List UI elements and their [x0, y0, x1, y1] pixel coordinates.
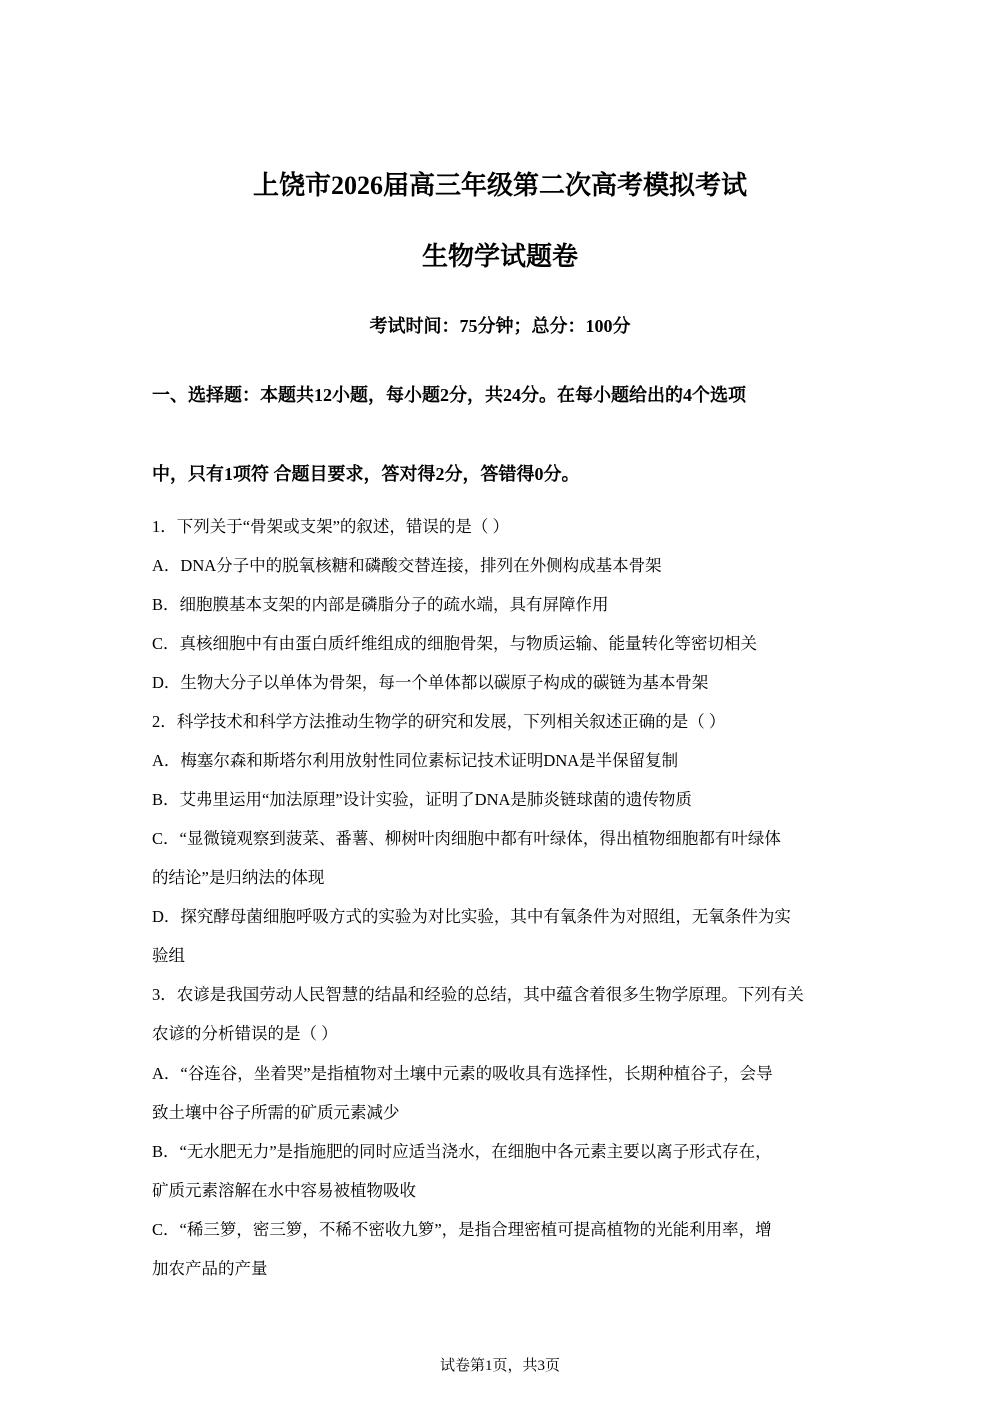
exam-title: 上饶市2026届高三年级第二次高考模拟考试 — [252, 171, 747, 200]
question-2-option-b: B．艾弗里运用“加法原理”设计实验，证明了DNA是肺炎链球菌的遗传物质 — [152, 790, 692, 809]
question-2-option-d-line-1: D．探究酵母菌细胞呼吸方式的实验为对比实验，其中有氧条件为对照组，无氧条件为实 — [152, 907, 791, 926]
question-2-option-d-line-2: 验组 — [152, 946, 185, 965]
question-2-option-c-line-1: C．“显微镜观察到菠菜、番薯、柳树叶肉细胞中都有叶绿体，得出植物细胞都有叶绿体 — [152, 829, 781, 848]
question-1-stem: 1．下列关于“骨架或支架”的叙述，错误的是（ ） — [152, 517, 510, 536]
question-3-option-a-line-1: A．“谷连谷，坐着哭”是指植物对土壤中元素的吸收具有选择性，长期种植谷子，会导 — [152, 1064, 773, 1083]
question-2-option-c-line-2: 的结论”是归纳法的体现 — [152, 868, 325, 887]
exam-info: 考试时间：75分钟；总分：100分 — [369, 316, 631, 336]
exam-subtitle: 生物学试题卷 — [421, 242, 578, 271]
question-3-option-c-line-2: 加农产品的产量 — [152, 1259, 268, 1278]
section-intro-line-2: 中，只有1项符 合题目要求，答对得2分，答错得0分。 — [152, 464, 580, 484]
page-footer: 试卷第1页，共3页 — [439, 1358, 560, 1374]
question-3-stem-line-2: 农谚的分析错误的是（ ） — [152, 1024, 338, 1043]
question-1-option-c: C．真核细胞中有由蛋白质纤维组成的细胞骨架，与物质运输、能量转化等密切相关 — [152, 634, 758, 653]
section-intro-line-1: 一、选择题：本题共12小题，每小题2分，共24分。在每小题给出的4个选项 — [152, 385, 746, 405]
question-3-option-c-line-1: C．“稀三箩，密三箩，不稀不密收九箩”，是指合理密植可提高植物的光能利用率，增 — [152, 1220, 772, 1239]
question-1-option-a: A．DNA分子中的脱氧核糖和磷酸交替连接，排列在外侧构成基本骨架 — [152, 556, 662, 575]
question-1-option-b: B．细胞膜基本支架的内部是磷脂分子的疏水端，具有屏障作用 — [152, 595, 609, 614]
question-3-stem-line-1: 3．农谚是我国劳动人民智慧的结晶和经验的总结，其中蕴含着很多生物学原理。下列有关 — [152, 985, 804, 1004]
question-1-option-d: D．生物大分子以单体为骨架，每一个单体都以碳原子构成的碳链为基本骨架 — [152, 673, 709, 692]
question-3-option-b-line-1: B．“无水肥无力”是指施肥的同时应适当浇水，在细胞中各元素主要以离子形式存在， — [152, 1142, 772, 1161]
question-2-option-a: A．梅塞尔森和斯塔尔利用放射性同位素标记技术证明DNA是半保留复制 — [152, 751, 679, 770]
question-2-stem: 2．科学技术和科学方法推动生物学的研究和发展，下列相关叙述正确的是（ ） — [152, 712, 726, 731]
question-3-option-a-line-2: 致土壤中谷子所需的矿质元素减少 — [152, 1103, 400, 1122]
question-3-option-b-line-2: 矿质元素溶解在水中容易被植物吸收 — [152, 1181, 416, 1200]
